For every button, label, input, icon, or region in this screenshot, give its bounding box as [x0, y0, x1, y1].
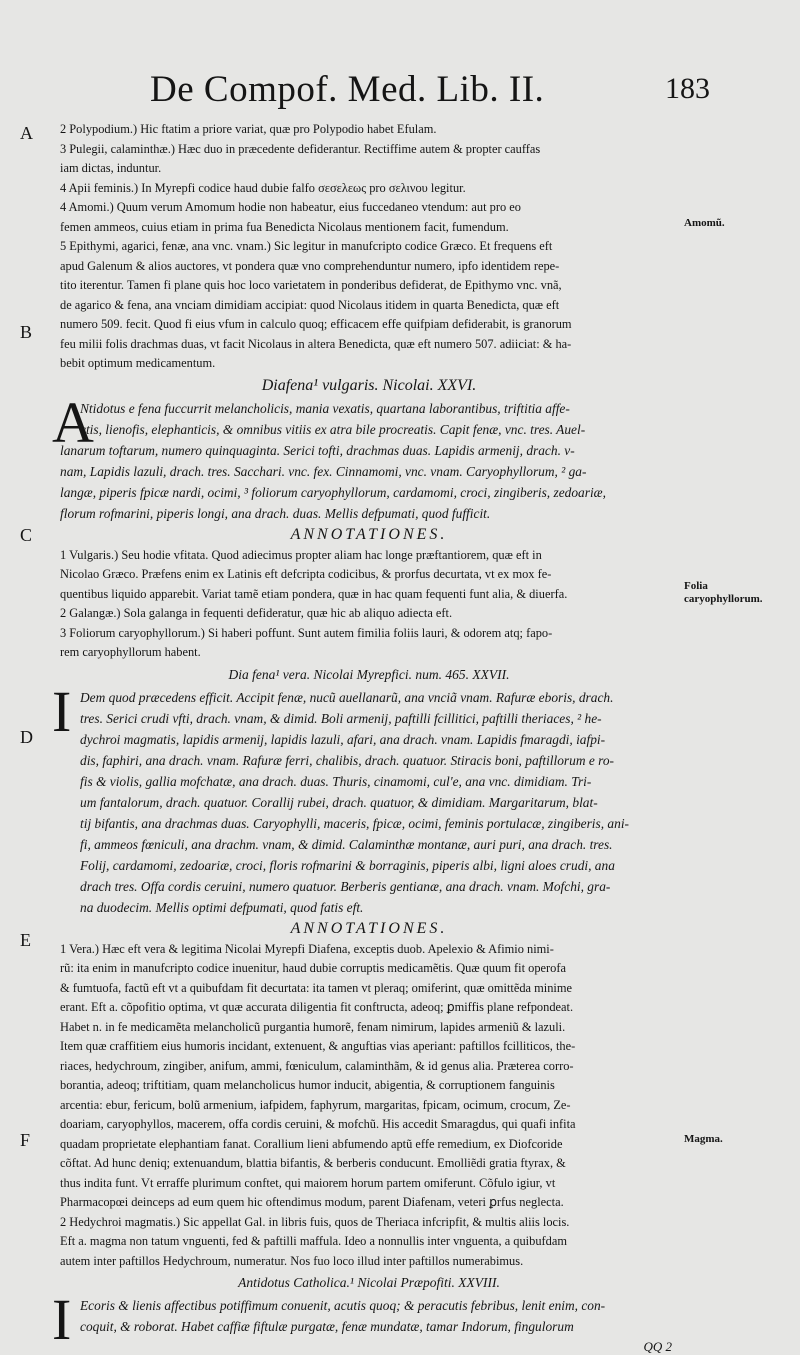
text-line: apud Galenum & alios auctores, vt pondera quæ vno comprehenduntur numero, ipfo identidem repe-: [60, 258, 560, 273]
text-line: bebit optimum medicamentum.: [60, 356, 216, 370]
recipe-xxvi: [52, 389, 678, 524]
annotations-xxvi: [60, 546, 678, 663]
recipe-line: drach tres. Offa cordis ceruini, numero quatuor. Berberis gentianæ, ana drach. vnam. Mofchi, gra-: [80, 878, 611, 894]
text-line: 4 Amomi.) Quum verum Amomum hodie non habeatur, eius fuccedaneo vtendum: aut pro eo: [60, 200, 521, 214]
margin-letter-b: B: [20, 322, 33, 342]
drop-cap: I: [52, 1287, 72, 1352]
annotations-continued: [60, 120, 678, 374]
text-line: feu milii folis drachmas duas, vt facit Nicolaus in altera Benedicta, quæ eft numero 507. adiiciat: & ha-: [60, 336, 572, 351]
recipe-line: fis & violis, gallia mofchatæ, ana drach. duas. Thuris, cinamomi, cul'e, ana vnc. dimidiam. Tri-: [80, 773, 592, 789]
text-line: 3 Pulegii, calaminthæ.) Hæc duo in præcedente defiderantur. Rectiffime autem & propter cauffas: [60, 141, 541, 156]
recipe-line: dis, faphiri, ana drach. vnam. Rafuræ ferri, chalibis, drach. quatuor. Stiracis boni, paftillorum e ro-: [80, 752, 615, 768]
text-line: 2 Hedychroi magmatis.) Sic appellat Gal. in libris fuis, quos de Theriaca infcripfit, & multis aliis locis.: [60, 1214, 570, 1229]
text-line: 4 Apii feminis.) In Myrepfi codice haud dubie falfo σεσελεως pro σελινου legitur.: [60, 180, 466, 195]
drop-cap: I: [52, 678, 72, 744]
margin-letter-d: D: [20, 727, 33, 747]
text-line: & fumtuofa, factũ eft vt a quibufdam fit decurtata: ita tamen vt pleraq; omiferint, quæ omittẽda minime: [60, 980, 572, 995]
running-title: De Compof. Med. Lib. II.: [150, 69, 545, 110]
text-line: cõftat. Ad hunc deniq; extenuandum, blattia bifantis, & berberis conducunt. Emolliẽdi gratia ftyrax, &: [60, 1156, 566, 1170]
text-line: quentibus liquido apparebit. Variat tamẽ etiam pondera, quæ in hac quam fequenti funt alia, & diuerfa.: [60, 586, 568, 601]
recipe-line: florum rofmarini, piperis longi, ana drach. duas. Mellis defpumati, quod fufficit.: [60, 505, 491, 521]
text-line: borantia, adeoq; triftitiam, quam melancholicus humor inducit, abigentia, & corruptionem fanguinis: [60, 1078, 555, 1092]
drop-cap: A: [52, 389, 94, 455]
text-line: quadam proprietate elephantiam fanat. Corallium lieni abfumendo aptũ effe remedium, ex Diofcoride: [60, 1136, 563, 1151]
recipe-line: Ecoris & lienis affectibus potiffimum conuenit, acutis quoq; & peracutis febribus, lenit enim, con-: [80, 1298, 606, 1313]
text-line: 1 Vera.) Hæc eft vera & legitima Nicolai Myrepfi Diafena, exceptis duob. Apelexio & Afimio nimi-: [60, 941, 554, 956]
text-line: Item quæ craffitiem eius humoris incidant, extenuent, & anguftias vias aperiant: paftillos fcilliticos, the-: [60, 1039, 576, 1053]
text-line: Habet n. in fe medicamẽta melancholicũ purgantia humorẽ, fenam nimirum, lapides armeniũ & lazuli.: [60, 1019, 566, 1034]
catchword-signature: QQ 2: [643, 1339, 672, 1354]
text-line: Pharmacopœi deinceps ad eum quem hic oftendimus modum, parent Diafenam, veteri ꝑrfus neglecta.: [60, 1195, 564, 1209]
text-line: thus indita funt. Vt erraffe plurimum conftet, qui maiorem horum partem omiferunt. Cõfulo igiur, vt: [60, 1175, 556, 1190]
annotations-xxvii: [60, 940, 678, 1272]
text-line: de agarico & fena, ana vnciam dimidiam accipiat: quod Nicolaus itidem in quarta Benedicta, quæ eft: [60, 297, 560, 312]
text-line: femen ammeos, cuius etiam in prima fua Benedicta Nicolaus mentionem facit, fumendum.: [60, 219, 509, 234]
text-line: iam dictas, induntur.: [60, 161, 162, 175]
recipe-line: fi, ammeos fœniculi, ana drachm. vnam, & dimid. Calaminthæ montanæ, auri puri, ana drach. tres.: [80, 836, 613, 852]
text-line: rem caryophyllorum habent.: [60, 645, 201, 659]
recipe-line: tres. Serici crudi vfti, drach. vnam, & dimid. Boli armenij, paftilli fcillitici, paftilli theriaces, ² he-: [80, 710, 602, 726]
annotations-heading: ANNOTATIONES.: [290, 919, 448, 937]
recipe-heading-xxviii: Antidotus Catholica.¹ Nicolai Præpofiti. XXVIII.: [238, 1275, 500, 1290]
text-line: tito iterentur. Tamen fi plane quis hoc loco varietatem in ponderibus defiderat, de Epithymo vnc. vnã,: [60, 278, 562, 292]
recipe-line: Ntidotus e fena fuccurrit melancholicis, mania vexatis, quartana laborantibus, triftitia affe-: [80, 400, 570, 416]
text-line: autem inter paftillos Hedychroum, numeratur. Nos fuo loco illud inter paftillos numerabimus.: [60, 1253, 524, 1268]
text-line: erant. Eft a. cõpofitio optima, vt quæ accurata diligentia fit conftructa, adeoq; ꝑmiffis plane refpondeat.: [60, 1000, 574, 1014]
text-line: Eft a. magma non tatum vnguenti, fed & paftilli maffula. Ideo a nonnullis inter vnguenta, a quibufdam: [60, 1234, 567, 1248]
recipe-line: tij bifantis, ana drachmas duas. Caryophylli, maceris, fpicæ, ocimi, feminis portulacæ, zingiberis, ani-: [80, 815, 630, 831]
text-line: riaces, hedychroum, zingiber, anifum, ammi, fœniculum, calaminthãm, & id genus alia. Præterea corro-: [60, 1058, 574, 1073]
recipe-line: um fantalorum, drach. quatuor. Corallij rubei, drach. quatuor, & dimidiam. Margaritarum, blat-: [80, 794, 598, 810]
recipe-xxviii: [52, 1287, 678, 1354]
text-line: 5 Epithymi, agarici, fenæ, ana vnc. vnam.) Sic legitur in manufcripto codice Græco. Et frequens eft: [60, 239, 553, 253]
recipe-line: na duodecim. Mellis optimi defpumati, quod fatis eft.: [80, 899, 364, 915]
annotations-heading: ANNOTATIONES.: [290, 525, 448, 543]
page-number: 183: [665, 72, 710, 105]
recipe-line: nam, Lapidis lazuli, drach. tres. Sacchari. vnc. fex. Cinnamomi, vnc. vnam. Caryophyllorum, ² ga-: [60, 463, 587, 479]
margin-letter-e: E: [20, 930, 31, 950]
margin-letter-a: A: [20, 123, 33, 143]
recipe-line: Dem quod præcedens efficit. Accipit fenæ, nucũ auellanarũ, ana vnciã vnam. Rafuræ eboris, drach.: [80, 689, 614, 705]
recipe-xxvii: [52, 678, 678, 918]
recipe-heading-xxvi: Diafena¹ vulgaris. Nicolai. XXVI.: [261, 376, 477, 394]
text-line: 1 Vulgaris.) Seu hodie vfitata. Quod adiecimus propter aliam hac longe præftantiorem, quæ eft in: [60, 547, 542, 562]
recipe-line: Folij, cardamomi, zedoariæ, croci, floris rofmarini & borraginis, piperis albi, ligni aloes crudi, ana: [80, 857, 615, 873]
text-line: rũ: ita enim in manufcripto codice inuenitur, haud dubie corruptis medicamẽtis. Quæ quum fit operofa: [60, 961, 567, 975]
running-head: [150, 68, 710, 116]
recipe-line: coquit, & roborat. Habet caffiæ fiftulæ purgatæ, fenæ mundatæ, tamar Indorum, fingulorum: [80, 1319, 574, 1334]
text-line: 2 Galangæ.) Sola galanga in fequenti defideratur, quæ hic ab aliquo adiecta eft.: [60, 606, 453, 620]
recipe-heading-xxvii: Dia fena¹ vera. Nicolai Myrepfici. num. 465. XXVII.: [228, 666, 510, 682]
margin-note-folia: Folia caryophyllorum.: [684, 580, 763, 605]
text-line: 3 Foliorum caryophyllorum.) Si haberi poffunt. Sunt autem fimilia foliis lauri, & odorem atq; fapo-: [60, 625, 553, 640]
margin-letter-c: C: [20, 525, 33, 545]
margin-letter-f: F: [20, 1130, 31, 1150]
text-line: arcentia: ebur, fericum, bolũ armenium, iafpidem, faphyrum, margaritas, fpicam, ocimum, crocum, Ze-: [60, 1097, 571, 1112]
text-line: doariam, caryophyllos, macerem, offa cordis ceruini, & mofchũ. His accedit Smaragdus, qui quafi infita: [60, 1117, 576, 1131]
margin-note-amomi: Amomũ.: [684, 217, 725, 229]
text-line: numero 509. fecit. Quod fi eius vfum in calculo quoq; efficacem effe quifpiam defiderabit, is granorum: [60, 317, 572, 331]
recipe-line: dychroi magmatis, lapidis armenij, lapidis lazuli, afari, ana drach. vnam. Lapidis fmaragdi, iafpi-: [80, 731, 606, 747]
text-line: 2 Polypodium.) Hic ftatim a priore variat, quæ pro Polypodio habet Efulam.: [60, 122, 437, 136]
text-line: Nicolao Græco. Præfens enim ex Latinis eft defcripta codicibus, & prorfus decurtata, vt ex mox fe-: [60, 567, 552, 581]
recipe-line: langæ, piperis fpicæ nardi, ocimi, ³ foliorum caryophyllorum, cardamomi, croci, zingiberis, zedoariæ,: [60, 484, 606, 500]
text-column: [52, 120, 678, 1354]
margin-note-magma: Magma.: [684, 1133, 723, 1145]
recipe-line: ctis, lienofis, elephanticis, & omnibus vitiis ex atra bile procreatis. Capit fenæ, vnc. tres. Auel-: [80, 421, 586, 437]
recipe-line: lanarum toftarum, numero quinquaginta. Serici tofti, drachmas duas. Lapidis armenij, drach. v-: [60, 442, 575, 458]
